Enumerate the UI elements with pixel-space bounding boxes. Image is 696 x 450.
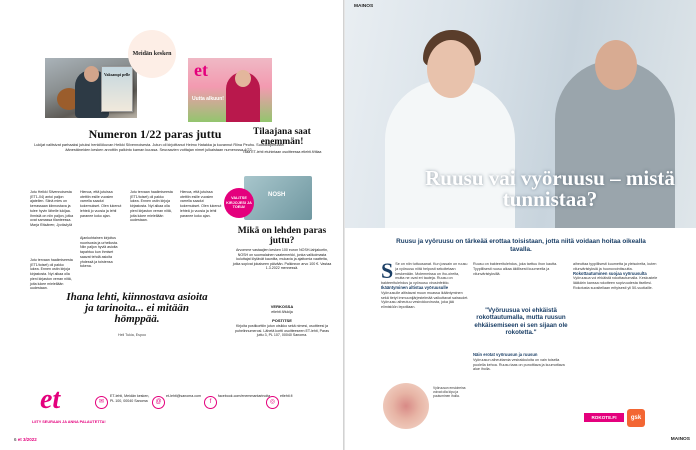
- online-link[interactable]: etlehti.fi/lukija: [271, 310, 293, 314]
- poll-text: Arvomme vastaajien kesken 100 euron NOSH-lahjakortin, NOSH on suomalainen vaatemerkki, jonka valikoimasta kuluttajat löytävät kauniita, mukavia ja ajattomia vaatteita, jotka sopivat jokaiseen päivään. Palkinnon arvo 100 €. Vastaa 1.3.2022 mennessä.: [232, 248, 332, 271]
- web-icon: ◎: [266, 396, 279, 409]
- subheading: Rokottautuminen suojaa vyöruusulta: [573, 270, 647, 276]
- body-text: Vyöruusun aiheuttamia vesirakkuloita on vain toisella puolella kehoa. Ruusu taas on punoittava ja kuumottava alue iholla.: [473, 357, 565, 372]
- article-col-3: [573, 262, 665, 291]
- left-page: [0, 0, 343, 450]
- person-head: [84, 66, 99, 82]
- meidan-kesken-badge: Meidän kesken: [128, 30, 176, 78]
- drop-cap: S: [381, 258, 394, 283]
- page-number: [14, 437, 37, 442]
- cover-caption: Vaksampi pelle: [104, 72, 130, 77]
- article-title: Ruusu vai vyöruusu – mistä tunnistaa?: [425, 166, 675, 211]
- article-col-2b: [473, 353, 569, 372]
- mail-text: Kirjoita postikorttiin jutun otsikko sekä nimesi, osoitteesi ja puhelinnumerosi. Lähetä kortti osoitteeseen ET-lehti, Paras juttu 3, PL 107, 00040 Sanoma.: [234, 324, 330, 338]
- nosh-product-image: [244, 176, 312, 220]
- poll-headline: Mikä on lehden paras juttu?: [237, 226, 327, 246]
- letter-text: Hienoa, että jutuissa otettiin esille vuosien varrella saadut kokemukset. Olen lukenut lehteä jo vuosia ja lehti paranee koko ajan.: [80, 190, 122, 218]
- cover-woman-face: [235, 70, 251, 87]
- body-text: aiheuttaa tyypillisesti kuumetta ja yleisoireita, kuten vilunväristyksiä ja huonovointisuutta.: [573, 262, 657, 271]
- page-number-value: 6: [14, 437, 17, 442]
- cover-logo: et: [194, 60, 208, 80]
- right-page: [345, 0, 696, 450]
- article-lead: Ruusu ja vyöruusu on tärkeää erottaa toisistaan, jotta niitä voidaan hoitaa oikealla tavalla.: [396, 238, 646, 253]
- advert-label-bottom: MAINOS: [670, 437, 690, 442]
- issue-label: et 3/2022: [17, 437, 37, 442]
- reader-letter-5: [130, 190, 174, 223]
- footer-web[interactable]: etlehti.fi: [280, 394, 293, 398]
- et-magazine-cover: [188, 58, 272, 122]
- facebook-icon[interactable]: f: [204, 396, 217, 409]
- nosh-label: NOSH: [268, 192, 286, 198]
- footer-email[interactable]: et-lehti@sanoma.com: [166, 394, 202, 398]
- et-logo: et: [40, 384, 61, 415]
- reader-letter-1: [30, 190, 74, 228]
- at-icon: @: [152, 396, 165, 409]
- subscriber-text: Tilaa ET-lehti etuhintaan osoitteessa etlehti.fi/tilaa: [242, 150, 322, 154]
- join-text: LIITY SEURAAN JA ANNA PALAUTETTA!: [32, 420, 106, 424]
- letter-text: Ajankohtainen kirjoitus nuorisosta ja urheilusta. Niin paljon hyviä asioita tapahtuu kun ihmiset saavat tehdä asioita yhdessä ja toistensa tukena.: [80, 236, 118, 269]
- skin-caption: Vyöruusun ensioireina voivat olla kipu ja puutuminen iholla.: [433, 386, 466, 399]
- online-label: VERKOSSA: [270, 304, 294, 309]
- footer-address: ET-lehti, Meidän kesken, PL 100, 00040 Sanoma: [110, 394, 150, 403]
- cover-tagline: Uutta alkuun!: [192, 96, 224, 102]
- subscriber-headline: Tilaajana saat enemmän!: [253, 127, 311, 147]
- patient-head: [595, 40, 637, 90]
- pull-quote: "Vyöruusua voi ehkäistä rokottautumalla, mutta ruusun ehkäisemiseen ei sen sijaan ole rokotetta.": [474, 307, 568, 337]
- advert-label-top: MAINOS: [354, 4, 374, 9]
- letter-text: Hienoa, että jutuissa otettiin esille vuosien varrella saadut kokemukset. Olen lukenut lehteä jo vuosia ja lehti paranee koko ajan.: [180, 190, 222, 218]
- letter-signature: Marja Räsänen, Jyväskylä: [30, 222, 72, 227]
- reader-quote: Ihana lehti, kiinnostava asioita ja tarinoita... ei mitään hömppää.: [66, 291, 208, 325]
- subheading: Näin erotat vyöruusun ja ruusun: [473, 352, 538, 357]
- skin-rash-image: [383, 383, 429, 429]
- reader-letter-2: [30, 258, 74, 291]
- best-story-intro: Lukijat valitsivat parhaaksi jutuksi henkilökuvan Heikki Silvennoisesta. Jutun oli kirjoittanut Heimo Hatakka ja kuvannut Riina Peuhu. Suosikkijuttuaan äänestäneiden kesken arvottiin palkinto kaman kuussa. Seuraavien voittajan nimet julkaistaan numerossa 4/22.: [34, 143, 284, 152]
- letter-text: Jutu tervaan haalimiseesta (ET1/toiset) oli pakko lukea. Ennen ostin kirjoja kirjastosta. Nyt alkaa olla pieni kirjaston verran niitä, joita lukee mielellään uudestaan.: [30, 258, 73, 291]
- mail-label: POSTITSE: [272, 318, 292, 323]
- letter-text: Jutu tervaan haalimiseesta (ET1/toiset) oli pakko lukea. Ennen ostin kirjoja kirjastosta. Nyt alkaa olla pieni kirjaston verran niitä, joita lukee mielellään uudestaan.: [130, 190, 173, 223]
- mail-icon: ✉: [95, 396, 108, 409]
- magazine-cover-small: [101, 66, 133, 112]
- reader-letter-4: [80, 236, 124, 269]
- body-text: Vyöruusua voi ehkäistä rokottautumalla. Keskustele lääkärin kanssa rokotteen sopivuudesta itsellesi. Rokotusta suositellaan erityisesti yli 50-vuotiaille.: [573, 276, 658, 290]
- reader-letter-6: [180, 190, 224, 218]
- body-text: Se on niin tuttuusanat. Kun jossain on ruusu ja vyöruusu niitä helposti sekoitetaan keskenään. Molemmissa on iho-oireita, mutta ne ovat eri tauteja. Ruusu on bakteeritulehdus ja vyöruusu virusinfektio.: [381, 262, 468, 286]
- reader-letter-3: [80, 190, 124, 218]
- gsk-logo: gsk: [627, 409, 645, 427]
- rokote-logo: ROKOTE.FI: [584, 413, 624, 422]
- quote-signature: Heli Tukia, Espoo: [118, 333, 146, 337]
- body-text: Vyöruusulle altistavat muun muassa ikääntyminen sekä tietyt immuunijärjestelmää vaikuttavat sairaudet. Vyöruusu aiheutuu vesirokkovirusta, joka jää elimistöön lepotilaan.: [381, 290, 469, 310]
- doctor-face: [427, 40, 475, 98]
- letter-text: Jutu Heikki Silvennoisesta (ET1-04) antoi paljon ajatellen. Siinä mies on kerrassaan kiinnostava ja tulee hyvin lähelle lukijaa. Ihmisiä on niin paljon, jotka ovat samassa tilanteessa.: [30, 190, 74, 223]
- best-story-headline: Numeron 1/22 paras juttu: [88, 127, 222, 141]
- article-col-1: [381, 258, 469, 310]
- footer-facebook[interactable]: facebook.com/enemmantarinoita: [218, 394, 271, 398]
- body-text: Ruusu on bakteeritulehdus, joka tarttuu ihon kautta. Tyypillisesti ruusu alkaa äkillisesti kuumeella ja vilunväristyksillä.: [473, 262, 558, 276]
- article-col-2: [473, 262, 569, 276]
- choose-badge: VALITSE KIRJOJESI JA TOEIA!: [224, 188, 254, 218]
- footer-bar: [0, 382, 343, 432]
- subheading: Ikääntyminen altistaa vyöruusulle: [381, 284, 449, 290]
